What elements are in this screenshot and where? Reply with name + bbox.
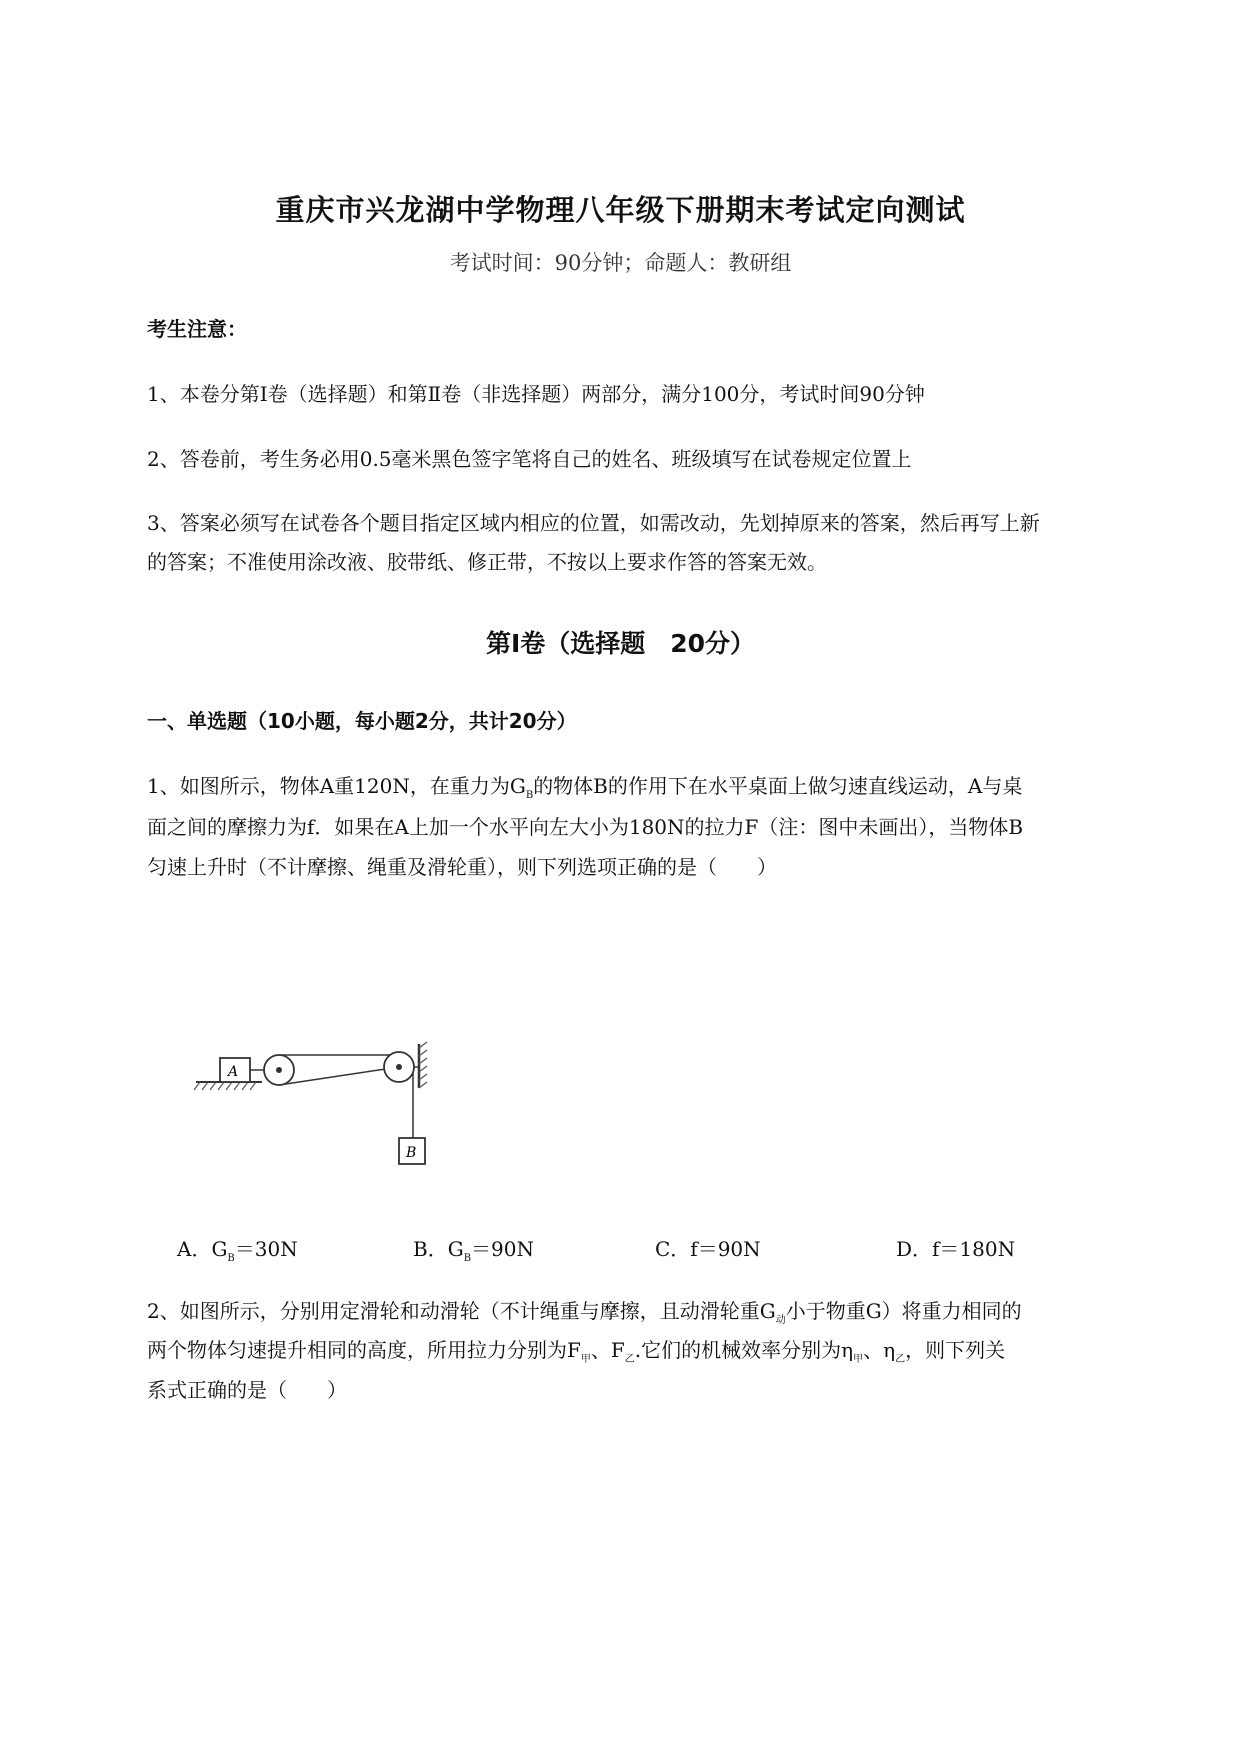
q1-line-2: 面之间的摩擦力为f．如果在A上加一个水平向左大小为180N的拉力F（注：图中未画出），当物体B: [147, 815, 1024, 839]
q1-option-b: [413, 1233, 534, 1264]
notice-item-3: 3、答案必须写在试卷各个题目指定区域内相应的位置，如需改动，先划掉原来的答案，然后再写上新: [147, 511, 1040, 535]
q1-text: 1、如图所示，物体A重120N，在重力为G: [147, 774, 526, 798]
q2-subscript: 动: [775, 1315, 786, 1326]
q2-text: .它们的机械效率分别为η: [634, 1338, 854, 1362]
q2-line-2: [147, 1334, 1147, 1365]
q2-subscript: 乙: [624, 1354, 635, 1365]
option-text: A．G: [177, 1237, 228, 1261]
q2-text: 、F: [590, 1338, 625, 1362]
q2-subscript: 甲: [580, 1354, 591, 1365]
q1-line-1: [147, 770, 1147, 801]
exam-info: 考试时间：90分钟；命题人：教研组: [449, 251, 792, 275]
block-a-label: A: [228, 1064, 239, 1080]
option-text: B．G: [413, 1237, 464, 1261]
q1-option-c: C．f＝90N: [655, 1237, 761, 1261]
notice-item-2: 2、答卷前，考生务必用0.5毫米黑色签字笔将自己的姓名、班级填写在试卷规定位置上: [147, 447, 912, 471]
pulley-diagram: [190, 1040, 450, 1180]
notice-heading: 考生注意：: [147, 317, 247, 341]
q2-subscript: 甲: [853, 1354, 864, 1365]
q1-option-a: [177, 1233, 298, 1264]
q2-text: 两个物体匀速提升相同的高度，所用拉力分别为F: [147, 1338, 581, 1362]
q2-text: 、η: [863, 1338, 896, 1362]
notice-item-3-cont: 的答案；不准使用涂改液、胶带纸、修正带，不按以上要求作答的答案无效。: [147, 550, 827, 574]
q1-option-d: D．f＝180N: [896, 1237, 1016, 1261]
q1-line-3: 匀速上升时（不计摩擦、绳重及滑轮重），则下列选项正确的是（ ）: [147, 855, 777, 879]
block-b-label: B: [406, 1145, 417, 1161]
q2-text: ，则下列关: [905, 1338, 1006, 1362]
page-title: 重庆市兴龙湖中学物理八年级下册期末考试定向测试: [275, 193, 966, 227]
q2-subscript: 乙: [895, 1354, 906, 1365]
q2-text: 小于物重G）将重力相同的: [785, 1299, 1022, 1323]
option-subscript: B: [463, 1253, 472, 1264]
q2-line-3: 系式正确的是（ ）: [147, 1378, 347, 1402]
section-title: 第I卷（选择题 20分）: [485, 629, 756, 658]
option-text: ＝90N: [471, 1237, 534, 1261]
option-subscript: B: [227, 1253, 235, 1264]
notice-item-1: 1、本卷分第I卷（选择题）和第Ⅱ卷（非选择题）两部分，满分100分，考试时间90分钟: [147, 382, 925, 406]
q2-line-1: [147, 1295, 1147, 1326]
question-type-heading: 一、单选题（10小题，每小题2分，共计20分）: [147, 709, 577, 733]
option-text: ＝30N: [234, 1237, 298, 1261]
q1-text: 的物体B的作用下在水平桌面上做匀速直线运动，A与桌: [533, 774, 1023, 798]
q1-subscript: B: [525, 790, 534, 801]
q2-text: 2、如图所示，分别用定滑轮和动滑轮（不计绳重与摩擦，且动滑轮重G: [147, 1299, 776, 1323]
